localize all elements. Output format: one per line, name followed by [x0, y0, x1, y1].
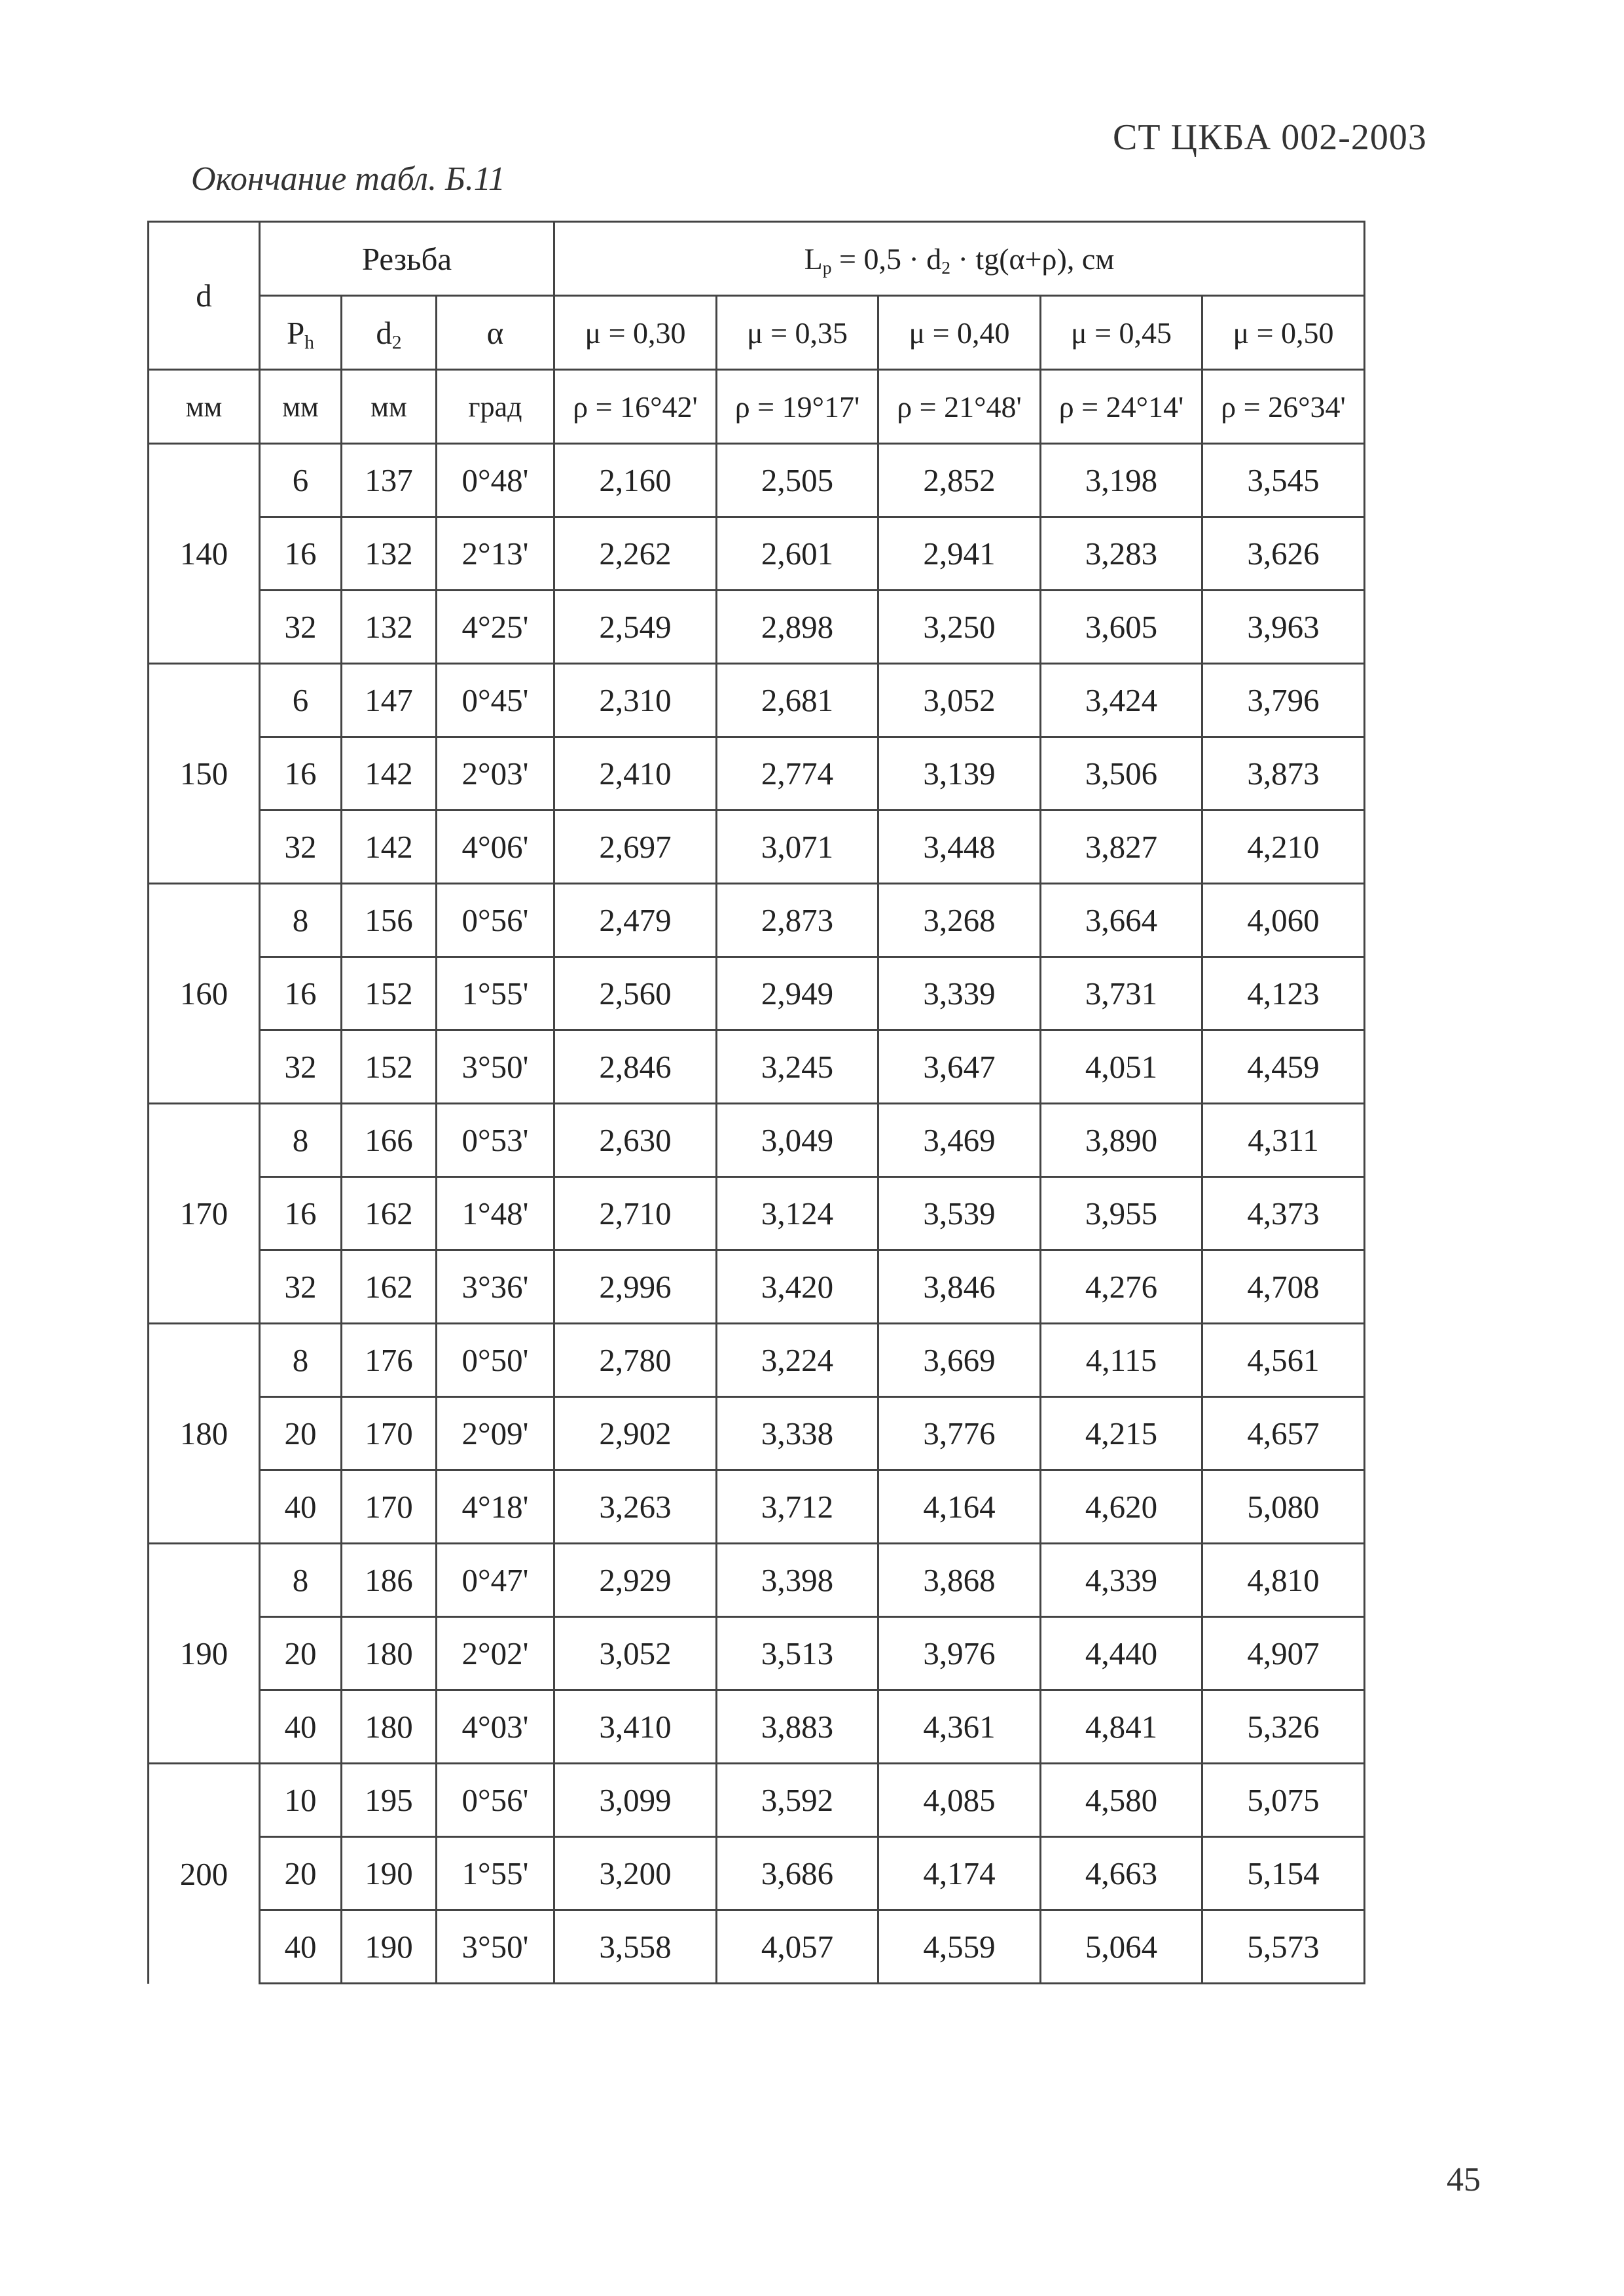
- units-row: [149, 370, 1365, 444]
- header-alpha: α: [437, 296, 554, 370]
- cell-lp: 3,712: [717, 1470, 878, 1544]
- cell-lp: 3,052: [878, 664, 1041, 737]
- cell-lp: 2,410: [554, 737, 717, 811]
- cell-lp: 3,963: [1202, 591, 1365, 664]
- cell-lp: 4,559: [878, 1910, 1041, 1984]
- cell-lp: 2,996: [554, 1250, 717, 1324]
- cell-lp: 4,841: [1041, 1690, 1202, 1764]
- cell-lp: 4,057: [717, 1910, 878, 1984]
- cell-lp: 3,605: [1041, 591, 1202, 664]
- cell-ph: 10: [260, 1764, 342, 1837]
- cell-d2: 156: [342, 884, 437, 957]
- cell-alpha: 2°02': [437, 1617, 554, 1690]
- cell-lp: 3,398: [717, 1544, 878, 1617]
- cell-lp: 3,686: [717, 1837, 878, 1910]
- cell-d2: 147: [342, 664, 437, 737]
- cell-lp: 5,075: [1202, 1764, 1365, 1837]
- header-mu: μ = 0,50: [1202, 296, 1365, 370]
- cell-lp: 3,506: [1041, 737, 1202, 811]
- cell-lp: 4,115: [1041, 1324, 1202, 1397]
- cell-d2: 142: [342, 737, 437, 811]
- formula-sub-p: p: [822, 257, 832, 278]
- cell-lp: 4,663: [1041, 1837, 1202, 1910]
- cell-lp: 2,846: [554, 1030, 717, 1104]
- cell-d: 170: [149, 1104, 260, 1324]
- cell-lp: 4,123: [1202, 957, 1365, 1030]
- cell-alpha: 1°55': [437, 957, 554, 1030]
- unit-alpha: град: [437, 370, 554, 444]
- table-row: [149, 1910, 1365, 1984]
- cell-lp: 3,873: [1202, 737, 1365, 811]
- cell-lp: 3,099: [554, 1764, 717, 1837]
- table-row: [149, 884, 1365, 957]
- cell-alpha: 1°55': [437, 1837, 554, 1910]
- cell-ph: 40: [260, 1470, 342, 1544]
- cell-d2: 176: [342, 1324, 437, 1397]
- cell-lp: 3,049: [717, 1104, 878, 1177]
- unit-ph: мм: [260, 370, 342, 444]
- cell-lp: 3,669: [878, 1324, 1041, 1397]
- header-d: d: [149, 222, 260, 370]
- formula-tail: · tg(α+ρ), см: [950, 242, 1115, 276]
- cell-lp: 2,902: [554, 1397, 717, 1470]
- table-row: [149, 1470, 1365, 1544]
- cell-lp: 3,139: [878, 737, 1041, 811]
- cell-lp: 3,955: [1041, 1177, 1202, 1250]
- cell-lp: 2,780: [554, 1324, 717, 1397]
- cell-lp: 4,708: [1202, 1250, 1365, 1324]
- header-mu: μ = 0,40: [878, 296, 1041, 370]
- cell-lp: 3,224: [717, 1324, 878, 1397]
- table-row: [149, 444, 1365, 517]
- header-mu: μ = 0,45: [1041, 296, 1202, 370]
- cell-lp: 3,071: [717, 811, 878, 884]
- cell-lp: 4,085: [878, 1764, 1041, 1837]
- cell-lp: 4,561: [1202, 1324, 1365, 1397]
- cell-alpha: 0°47': [437, 1544, 554, 1617]
- cell-lp: 3,245: [717, 1030, 878, 1104]
- cell-lp: 5,080: [1202, 1470, 1365, 1544]
- cell-lp: 3,545: [1202, 444, 1365, 517]
- data-table: [147, 221, 1365, 1984]
- cell-lp: 3,124: [717, 1177, 878, 1250]
- unit-d2: мм: [342, 370, 437, 444]
- cell-d2: 132: [342, 517, 437, 591]
- table-row: [149, 811, 1365, 884]
- cell-lp: 3,448: [878, 811, 1041, 884]
- formula-sub-2: 2: [941, 257, 951, 278]
- cell-lp: 4,907: [1202, 1617, 1365, 1690]
- cell-lp: 3,539: [878, 1177, 1041, 1250]
- cell-lp: 3,424: [1041, 664, 1202, 737]
- cell-d2: 142: [342, 811, 437, 884]
- cell-lp: 2,873: [717, 884, 878, 957]
- table-row: [149, 1764, 1365, 1837]
- cell-ph: 32: [260, 1250, 342, 1324]
- cell-lp: 2,505: [717, 444, 878, 517]
- header-mu: μ = 0,35: [717, 296, 878, 370]
- cell-alpha: 0°56': [437, 884, 554, 957]
- cell-ph: 32: [260, 1030, 342, 1104]
- cell-lp: 3,796: [1202, 664, 1365, 737]
- cell-ph: 40: [260, 1910, 342, 1984]
- cell-ph: 40: [260, 1690, 342, 1764]
- cell-ph: 20: [260, 1617, 342, 1690]
- cell-lp: 3,626: [1202, 517, 1365, 591]
- table-row: [149, 664, 1365, 737]
- cell-ph: 16: [260, 737, 342, 811]
- cell-ph: 8: [260, 884, 342, 957]
- cell-lp: 3,776: [878, 1397, 1041, 1470]
- cell-d2: 190: [342, 1910, 437, 1984]
- d2-main: d: [376, 314, 392, 351]
- cell-lp: 2,160: [554, 444, 717, 517]
- cell-lp: 3,283: [1041, 517, 1202, 591]
- cell-d2: 137: [342, 444, 437, 517]
- cell-alpha: 0°56': [437, 1764, 554, 1837]
- cell-ph: 8: [260, 1324, 342, 1397]
- header-ph: [260, 296, 342, 370]
- table-row: [149, 1104, 1365, 1177]
- cell-d: 160: [149, 884, 260, 1104]
- cell-lp: 3,664: [1041, 884, 1202, 957]
- table-row: [149, 517, 1365, 591]
- cell-lp: 3,558: [554, 1910, 717, 1984]
- cell-lp: 3,420: [717, 1250, 878, 1324]
- cell-lp: 3,883: [717, 1690, 878, 1764]
- cell-ph: 16: [260, 517, 342, 591]
- table-row: [149, 1030, 1365, 1104]
- unit-d: мм: [149, 370, 260, 444]
- cell-lp: 4,060: [1202, 884, 1365, 957]
- cell-alpha: 3°50': [437, 1910, 554, 1984]
- header-row-2: [149, 296, 1365, 370]
- cell-lp: 3,469: [878, 1104, 1041, 1177]
- cell-ph: 32: [260, 811, 342, 884]
- header-d2: [342, 296, 437, 370]
- cell-alpha: 4°03': [437, 1690, 554, 1764]
- cell-lp: 4,174: [878, 1837, 1041, 1910]
- table-row: [149, 737, 1365, 811]
- cell-alpha: 3°36': [437, 1250, 554, 1324]
- cell-d2: 186: [342, 1544, 437, 1617]
- table-row: [149, 1177, 1365, 1250]
- cell-lp: 3,592: [717, 1764, 878, 1837]
- cell-lp: 5,154: [1202, 1837, 1365, 1910]
- cell-lp: 5,064: [1041, 1910, 1202, 1984]
- cell-lp: 3,868: [878, 1544, 1041, 1617]
- cell-lp: 3,846: [878, 1250, 1041, 1324]
- document-code: СТ ЦКБА 002-2003: [1113, 117, 1427, 158]
- cell-lp: 3,198: [1041, 444, 1202, 517]
- cell-d2: 152: [342, 957, 437, 1030]
- cell-lp: 3,263: [554, 1470, 717, 1544]
- cell-d2: 180: [342, 1690, 437, 1764]
- cell-ph: 32: [260, 591, 342, 664]
- cell-lp: 4,210: [1202, 811, 1365, 884]
- cell-d2: 170: [342, 1470, 437, 1544]
- cell-lp: 2,479: [554, 884, 717, 957]
- cell-lp: 3,339: [878, 957, 1041, 1030]
- cell-lp: 2,949: [717, 957, 878, 1030]
- cell-alpha: 0°45': [437, 664, 554, 737]
- cell-lp: 4,339: [1041, 1544, 1202, 1617]
- cell-ph: 16: [260, 957, 342, 1030]
- cell-ph: 8: [260, 1104, 342, 1177]
- cell-lp: 3,513: [717, 1617, 878, 1690]
- table-row: [149, 957, 1365, 1030]
- cell-lp: 2,262: [554, 517, 717, 591]
- cell-lp: 2,681: [717, 664, 878, 737]
- cell-ph: 8: [260, 1544, 342, 1617]
- cell-lp: 3,976: [878, 1617, 1041, 1690]
- d2-sub: 2: [391, 331, 402, 353]
- cell-lp: 5,326: [1202, 1690, 1365, 1764]
- cell-lp: 2,310: [554, 664, 717, 737]
- cell-d2: 195: [342, 1764, 437, 1837]
- cell-lp: 2,898: [717, 591, 878, 664]
- header-row-1: [149, 222, 1365, 296]
- cell-lp: 2,852: [878, 444, 1041, 517]
- cell-lp: 4,620: [1041, 1470, 1202, 1544]
- cell-ph: 6: [260, 444, 342, 517]
- formula-lead: L: [804, 242, 823, 276]
- header-rho: ρ = 16°42': [554, 370, 717, 444]
- cell-alpha: 4°18': [437, 1470, 554, 1544]
- cell-lp: 2,697: [554, 811, 717, 884]
- cell-d: 190: [149, 1544, 260, 1764]
- cell-lp: 3,731: [1041, 957, 1202, 1030]
- cell-alpha: 2°13': [437, 517, 554, 591]
- cell-lp: 2,630: [554, 1104, 717, 1177]
- cell-lp: 4,810: [1202, 1544, 1365, 1617]
- table-row: [149, 1544, 1365, 1617]
- cell-lp: 3,200: [554, 1837, 717, 1910]
- cell-lp: 4,311: [1202, 1104, 1365, 1177]
- cell-alpha: 4°06': [437, 811, 554, 884]
- cell-d2: 166: [342, 1104, 437, 1177]
- cell-alpha: 0°50': [437, 1324, 554, 1397]
- cell-d: 150: [149, 664, 260, 884]
- cell-d: 180: [149, 1324, 260, 1544]
- cell-alpha: 0°53': [437, 1104, 554, 1177]
- cell-alpha: 2°03': [437, 737, 554, 811]
- cell-alpha: 2°09': [437, 1397, 554, 1470]
- cell-lp: 5,573: [1202, 1910, 1365, 1984]
- header-rho: ρ = 26°34': [1202, 370, 1365, 444]
- header-rho: ρ = 19°17': [717, 370, 878, 444]
- cell-lp: 2,929: [554, 1544, 717, 1617]
- cell-lp: 2,941: [878, 517, 1041, 591]
- formula-mid: = 0,5 · d: [831, 242, 942, 276]
- cell-d2: 162: [342, 1177, 437, 1250]
- cell-lp: 4,164: [878, 1470, 1041, 1544]
- header-thread: Резьба: [260, 222, 554, 296]
- table-row: [149, 1617, 1365, 1690]
- cell-ph: 20: [260, 1837, 342, 1910]
- cell-lp: 4,215: [1041, 1397, 1202, 1470]
- cell-lp: 4,440: [1041, 1617, 1202, 1690]
- cell-d2: 180: [342, 1617, 437, 1690]
- cell-d2: 190: [342, 1837, 437, 1910]
- table-caption: Окончание табл. Б.11: [191, 160, 505, 198]
- header-mu: μ = 0,30: [554, 296, 717, 370]
- ph-sub: h: [304, 331, 314, 353]
- cell-d2: 132: [342, 591, 437, 664]
- cell-d2: 170: [342, 1397, 437, 1470]
- cell-lp: 4,373: [1202, 1177, 1365, 1250]
- page-number: 45: [1447, 2161, 1481, 2198]
- table-row: [149, 1250, 1365, 1324]
- cell-d2: 162: [342, 1250, 437, 1324]
- cell-ph: 16: [260, 1177, 342, 1250]
- table-row: [149, 1690, 1365, 1764]
- cell-lp: 4,361: [878, 1690, 1041, 1764]
- cell-alpha: 4°25': [437, 591, 554, 664]
- table-row: [149, 1397, 1365, 1470]
- cell-lp: 4,276: [1041, 1250, 1202, 1324]
- cell-d: 200: [149, 1764, 260, 1984]
- cell-lp: 3,827: [1041, 811, 1202, 884]
- header-rho: ρ = 24°14': [1041, 370, 1202, 444]
- cell-lp: 3,052: [554, 1617, 717, 1690]
- cell-lp: 4,051: [1041, 1030, 1202, 1104]
- cell-d2: 152: [342, 1030, 437, 1104]
- cell-alpha: 0°48': [437, 444, 554, 517]
- cell-ph: 20: [260, 1397, 342, 1470]
- cell-alpha: 3°50': [437, 1030, 554, 1104]
- cell-lp: 3,250: [878, 591, 1041, 664]
- cell-lp: 4,657: [1202, 1397, 1365, 1470]
- cell-alpha: 1°48': [437, 1177, 554, 1250]
- cell-lp: 2,549: [554, 591, 717, 664]
- cell-lp: 3,268: [878, 884, 1041, 957]
- cell-lp: 3,338: [717, 1397, 878, 1470]
- cell-d: 140: [149, 444, 260, 664]
- cell-lp: 3,647: [878, 1030, 1041, 1104]
- cell-lp: 2,560: [554, 957, 717, 1030]
- cell-lp: 4,580: [1041, 1764, 1202, 1837]
- table-row: [149, 591, 1365, 664]
- cell-lp: 4,459: [1202, 1030, 1365, 1104]
- table-row: [149, 1324, 1365, 1397]
- cell-lp: 2,774: [717, 737, 878, 811]
- cell-lp: 3,410: [554, 1690, 717, 1764]
- header-formula: [554, 222, 1365, 296]
- cell-lp: 2,601: [717, 517, 878, 591]
- ph-main: P: [287, 314, 305, 351]
- cell-ph: 6: [260, 664, 342, 737]
- cell-lp: 2,710: [554, 1177, 717, 1250]
- header-rho: ρ = 21°48': [878, 370, 1041, 444]
- table-row: [149, 1837, 1365, 1910]
- cell-lp: 3,890: [1041, 1104, 1202, 1177]
